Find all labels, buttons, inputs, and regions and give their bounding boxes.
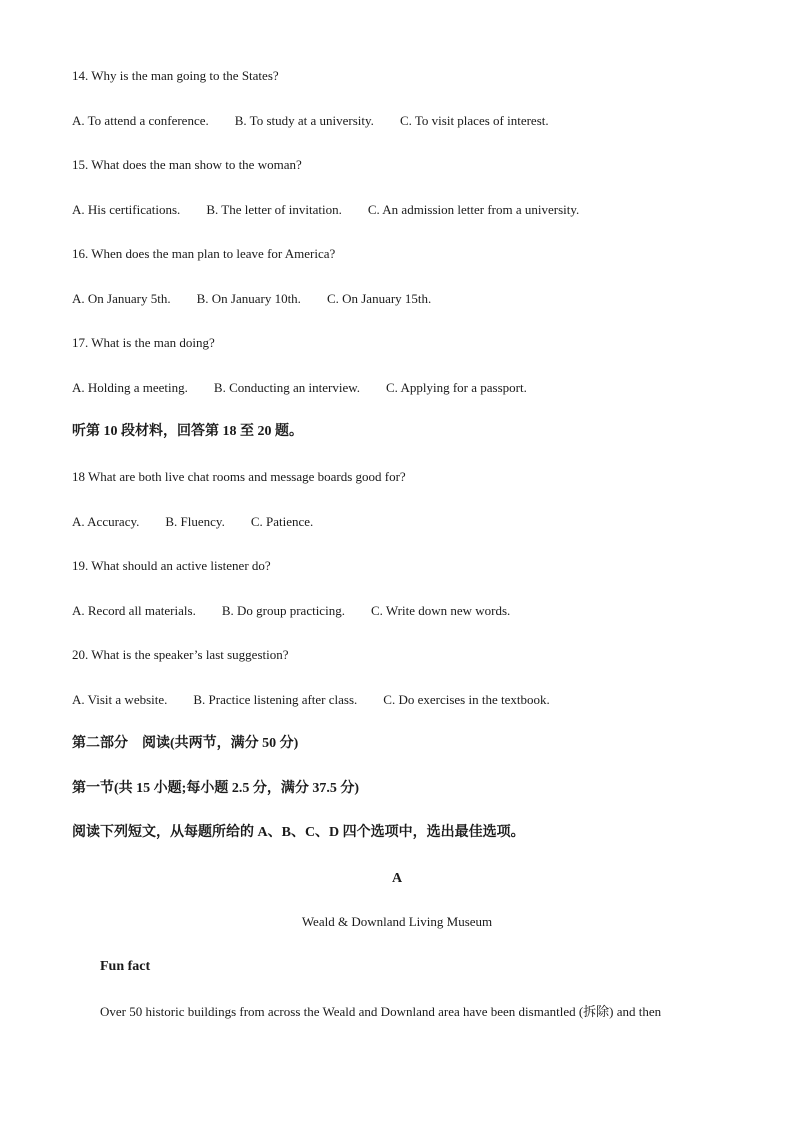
option-c: C. Patience. <box>250 514 314 529</box>
fun-fact-text: Over 50 historic buildings from across the Weald and Downland area have been dismantled (拆除) and then <box>100 1004 662 1019</box>
option-a: A. Record all materials. <box>72 603 196 618</box>
question-14-options <box>72 113 549 129</box>
question-20-stem: 20. What is the speaker’s last suggestion? <box>72 647 289 662</box>
question-16-stem: 16. When does the man plan to leave for America? <box>72 246 336 261</box>
option-c: C. Applying for a passport. <box>386 380 527 395</box>
option-c: C. Do exercises in the textbook. <box>383 692 550 707</box>
option-c: C. An admission letter from a university. <box>367 202 580 217</box>
option-b: B. The letter of invitation. <box>206 202 342 217</box>
option-a: A. His certifications. <box>72 202 181 217</box>
question-15-stem: 15. What does the man show to the woman? <box>72 157 302 172</box>
question-17-options <box>72 380 527 396</box>
option-c: C. To visit places of interest. <box>399 113 549 128</box>
question-19-stem: 19. What should an active listener do? <box>72 558 271 573</box>
fun-fact-label: Fun fact <box>100 959 151 974</box>
part-2-heading: 第二部分 阅读(共两节，满分 50 分) <box>72 736 299 751</box>
option-b: B. Practice listening after class. <box>193 692 358 707</box>
question-17-stem: 17. What is the man doing? <box>72 335 215 350</box>
option-a: A. Holding a meeting. <box>72 380 188 395</box>
section-1-heading: 第一节(共 15 小题;每小题 2.5 分，满分 37.5 分) <box>72 781 359 796</box>
option-b: B. Fluency. <box>165 514 225 529</box>
option-b: B. To study at a university. <box>234 113 374 128</box>
question-14-stem: 14. Why is the man going to the States? <box>72 68 279 83</box>
option-b: B. Conducting an interview. <box>213 380 361 395</box>
passage-letter: A <box>391 871 403 886</box>
section-10-heading: 听第 10 段材料，回答第 18 至 20 题。 <box>72 424 303 439</box>
passage-title: Weald & Downland Living Museum <box>301 914 493 929</box>
question-20-options <box>72 692 550 708</box>
option-a: A. On January 5th. <box>72 291 171 306</box>
option-c: C. On January 15th. <box>326 291 432 306</box>
option-a: A. To attend a conference. <box>72 113 209 128</box>
option-a: A. Accuracy. <box>72 514 140 529</box>
question-16-options <box>72 291 431 307</box>
option-c: C. Write down new words. <box>370 603 511 618</box>
option-b: B. On January 10th. <box>196 291 301 306</box>
instructions: 阅读下列短文，从每题所给的 A、B、C、D 四个选项中，选出最佳选项。 <box>72 825 525 840</box>
question-15-options <box>72 202 579 218</box>
option-b: B. Do group practicing. <box>221 603 345 618</box>
question-18-options <box>72 514 313 530</box>
question-19-options <box>72 603 510 619</box>
question-18-stem: 18 What are both live chat rooms and message boards good for? <box>72 469 406 484</box>
option-a: A. Visit a website. <box>72 692 168 707</box>
